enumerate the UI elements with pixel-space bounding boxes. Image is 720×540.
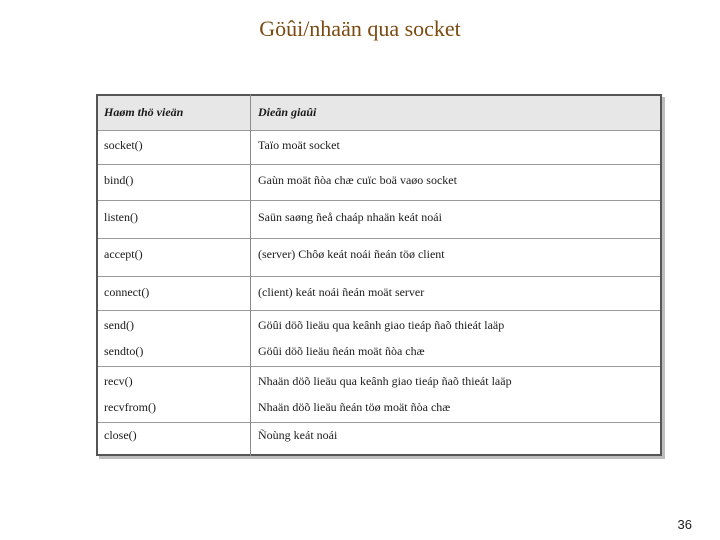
table-row <box>98 200 660 239</box>
function-description: Gaùn moät ñòa chæ cuïc boä vaøo socket <box>258 173 457 187</box>
page-number: 36 <box>677 517 692 532</box>
function-description: Saün saøng ñeå chaáp nhaän keát noái <box>258 210 442 224</box>
header-description: Dieãn giaûi <box>258 105 317 119</box>
function-description: Göûi döõ lieäu ñeán moät ñòa chæ <box>258 344 425 358</box>
table-row <box>98 422 660 454</box>
table-row <box>98 130 660 165</box>
function-description: Taïo moät socket <box>258 138 340 152</box>
function-name: listen() <box>104 210 138 224</box>
function-name: recv() <box>104 374 133 388</box>
table-row <box>98 310 660 367</box>
function-description: Nhaän döõ lieäu qua keânh giao tieáp ñaõ thieát laäp <box>258 374 512 388</box>
function-name: socket() <box>104 138 143 152</box>
function-name: sendto() <box>104 344 144 358</box>
slide-title: Göûi/nhaän qua socket <box>259 16 461 41</box>
function-description: Ñoùng keát noái <box>258 428 338 442</box>
function-name: accept() <box>104 247 143 261</box>
function-description: Nhaän döõ lieäu ñeán töø moät ñòa chæ <box>258 400 451 414</box>
function-name: bind() <box>104 173 134 187</box>
socket-functions-table <box>96 94 662 456</box>
table-row <box>98 164 660 201</box>
table-row <box>98 238 660 277</box>
function-description: (server) Chôø keát noái ñeán töø client <box>258 247 445 261</box>
function-description: (client) keát noái ñeán moät server <box>258 285 425 299</box>
function-name: recvfrom() <box>104 400 156 414</box>
table-row <box>98 276 660 311</box>
table-row <box>98 366 660 423</box>
table-header-row <box>98 96 660 131</box>
function-name: connect() <box>104 285 150 299</box>
column-divider <box>250 94 251 456</box>
header-library-function: Haøm thö vieän <box>104 105 184 119</box>
function-name: close() <box>104 428 137 442</box>
function-name: send() <box>104 318 134 332</box>
function-description: Göûi döõ lieäu qua keânh giao tieáp ñaõ thieát laäp <box>258 318 505 332</box>
